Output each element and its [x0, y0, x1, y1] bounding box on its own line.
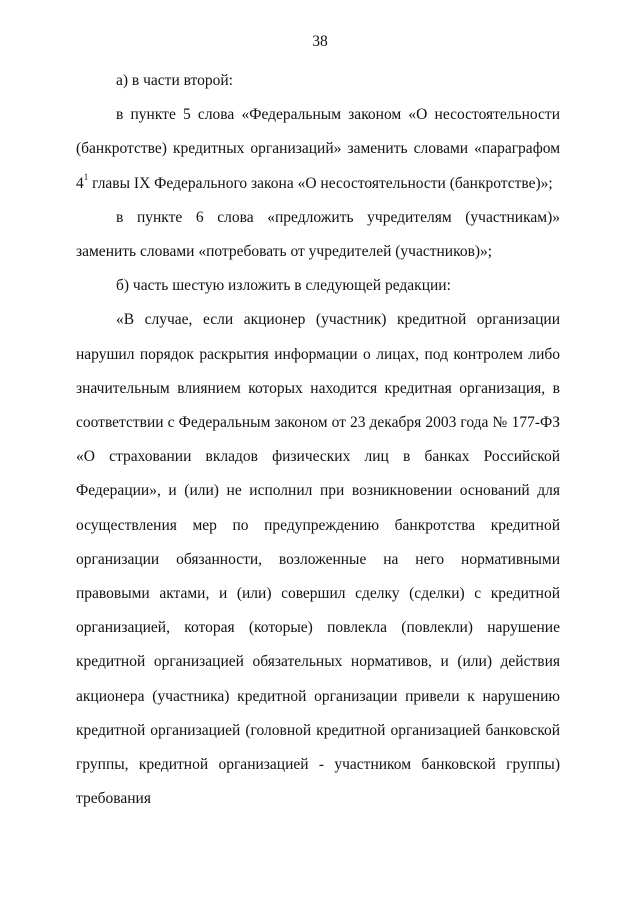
paragraph-new-wording: «В случае, если акционер (участник) кредитной организации нарушил порядок раскрытия информации о лицах, под контролем либо значительным влиянием которых находится кредитная организация, в соответствии с Федеральным законом от 23 декабря 2003 года № 177-ФЗ «О страховании вкладов физических лиц в банках Российской Федерации», и (или) не исполнил при возникновении оснований для осуществления мер по предупреждению банкротства кредитной организации обязанности, возложенные на него нормативными правовыми актами, и (или) совершил сделку (сделки) с кредитной организацией, которая (которые) повлекла (повлекли) нарушение кредитной организацией обязательных нормативов, и (или) действия акционера (участника) кредитной организации привели к нарушению кредитной организацией (головной кредитной организацией банковской группы, кредитной организацией - участником банковской группы) требования: [76, 311, 560, 808]
paragraph-item-5-text: в пункте 5 слова «Федеральным законом «О несостоятельности (банкротстве) кредитных организаций» заменить словами «параграфом 4: [76, 106, 560, 192]
paragraph-item-6: в пункте 6 слова «предложить учредителям (участникам)» заменить словами «потребовать от учредителей (участников)»;: [76, 208, 560, 261]
paragraph-item-5-tail: главы IX Федерального закона «О несостоятельности (банкротстве)»;: [88, 174, 553, 192]
superscript-mark: 1: [83, 172, 89, 183]
paragraph-item-5: [76, 98, 560, 201]
paragraph-part-six: б) часть шестую изложить в следующей редакции:: [116, 277, 451, 295]
page-number: 38: [312, 33, 328, 50]
document-body: [76, 64, 560, 816]
paragraph-part-two: а) в части второй:: [116, 72, 233, 89]
